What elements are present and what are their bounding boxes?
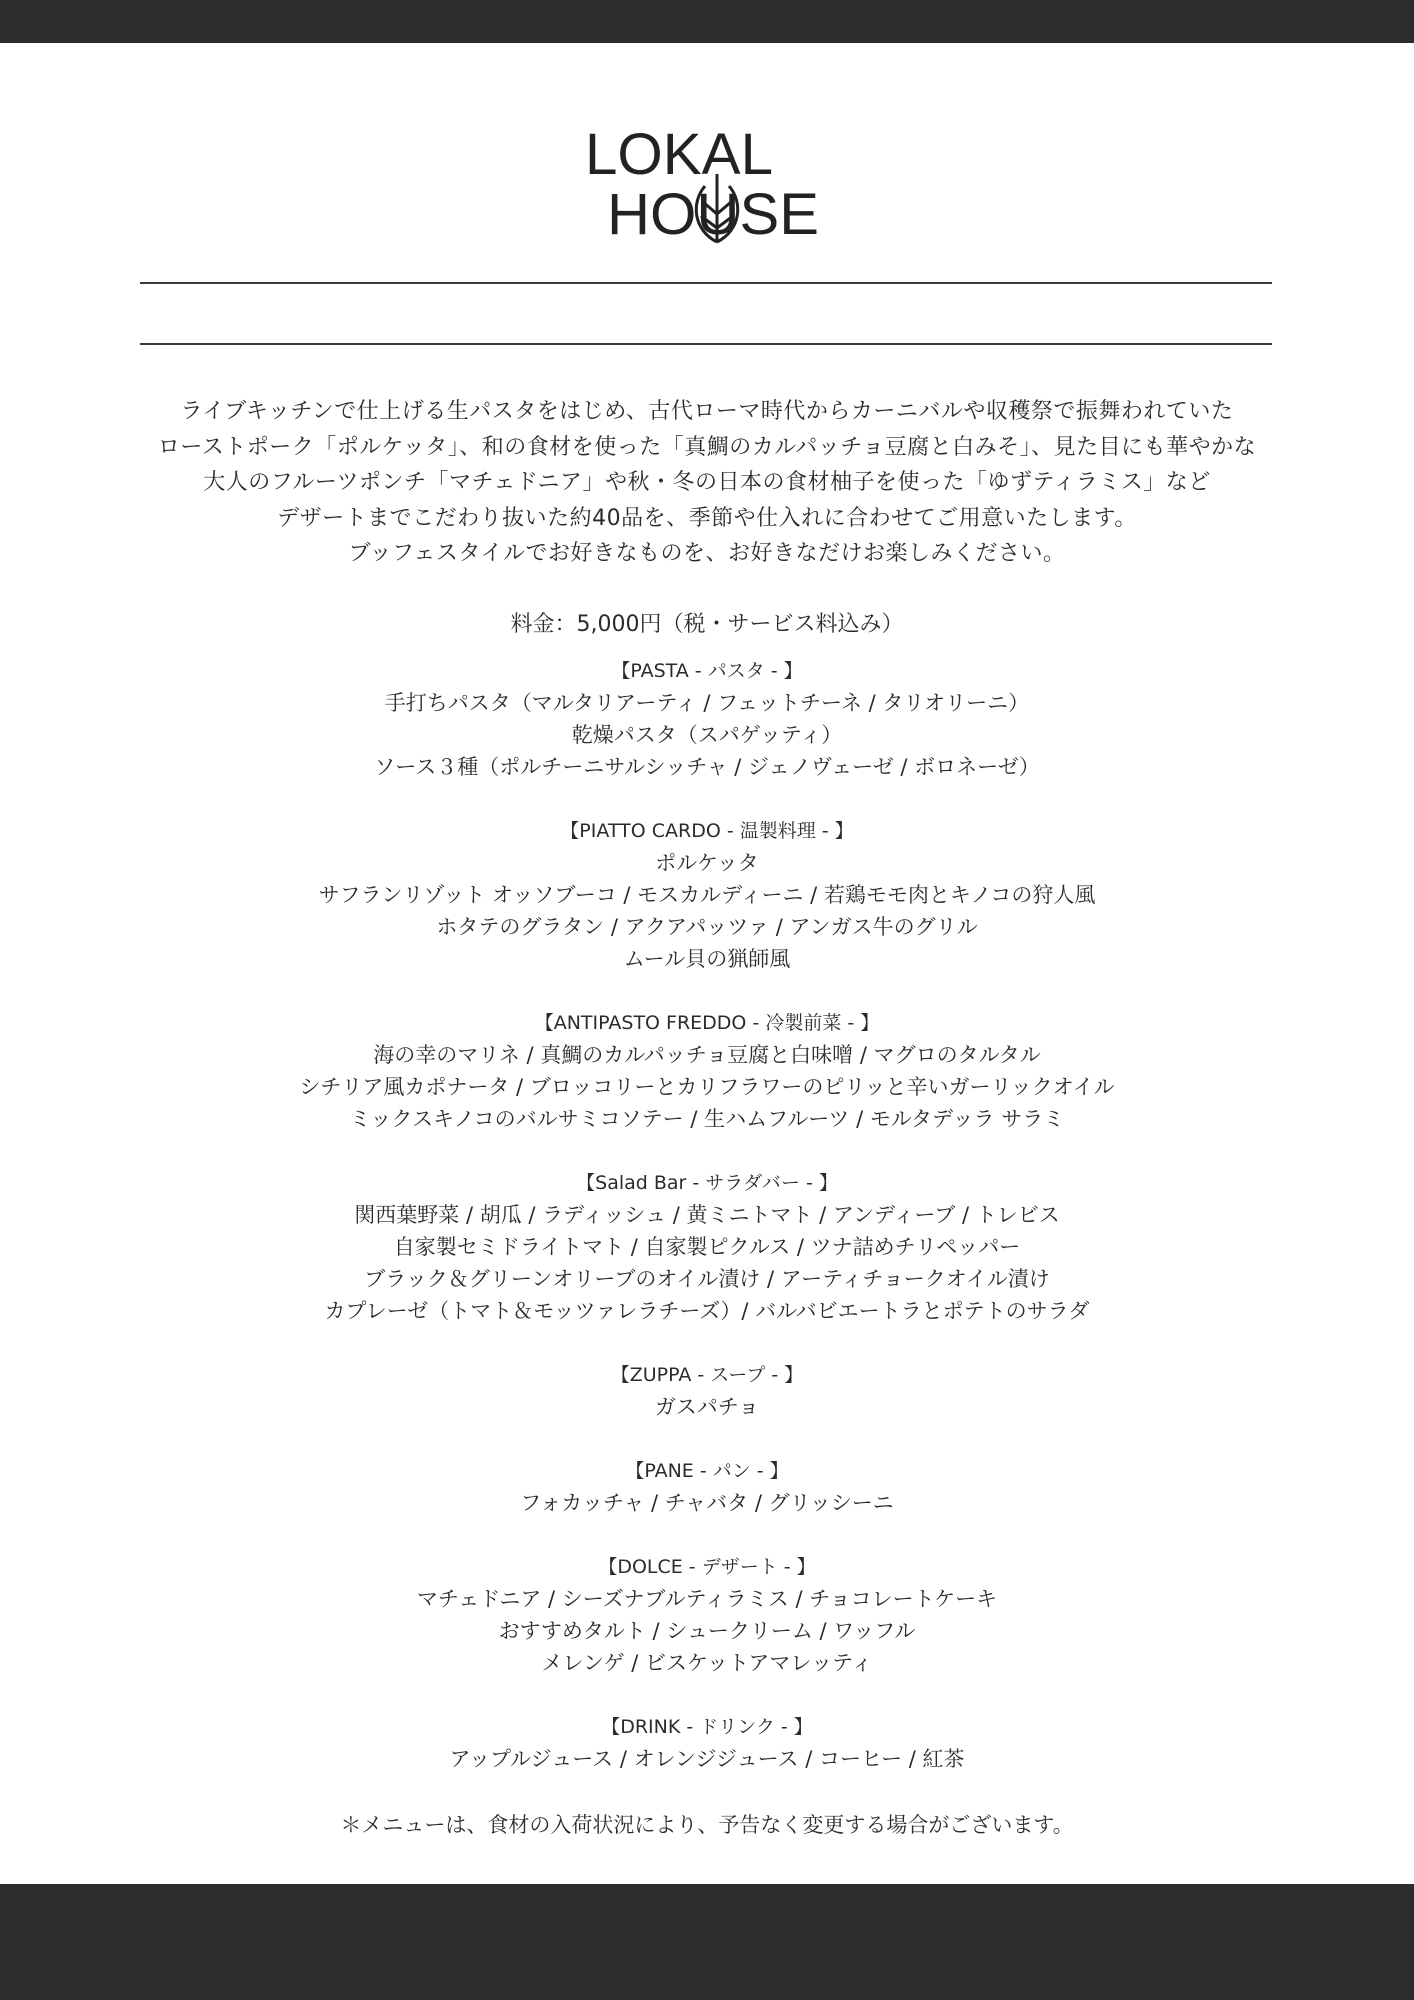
menu-item-line: シチリア風カポナータ / ブロッコリーとカリフラワーのピリッと辛いガーリックオイル	[299, 1075, 1115, 1099]
menu-item-line: 乾燥パスタ（スパゲッティ）	[571, 723, 843, 747]
menu-section-antipasto	[40, 1007, 1374, 1135]
section-title: 【Salad Bar - サラダバー - 】	[576, 1172, 838, 1194]
section-title: 【DOLCE - デザート - 】	[598, 1556, 816, 1578]
logo-line2: HOUSE	[607, 182, 819, 247]
price: 料金：5,000円（税・サービス料込み）	[510, 612, 904, 637]
menu-item-line: マチェドニア / シーズナブルティラミス / チョコレートケーキ	[416, 1587, 998, 1611]
menu-item-line: フォカッチャ / チャバタ / グリッシーニ	[520, 1491, 894, 1515]
menu-section-dolce	[40, 1551, 1374, 1679]
intro-line: ブッフェスタイルでお好きなものを、お好きなだけお楽しみください。	[348, 541, 1066, 566]
menu-item-line: ソース３種（ポルチーニサルシッチャ / ジェノヴェーゼ / ボロネーゼ）	[374, 755, 1040, 779]
section-title: 【PASTA - パスタ - 】	[611, 660, 803, 682]
menu-section-piatto-cardo	[40, 815, 1374, 975]
menu-item-line: ガスパチョ	[654, 1395, 760, 1419]
top-bar	[0, 0, 1414, 43]
intro-line: ライブキッチンで仕上げる生パスタをはじめ、古代ローマ時代からカーニバルや収穫祭で振舞われていた	[180, 399, 1234, 424]
menu-section-pasta	[40, 655, 1374, 783]
intro-line: 大人のフルーツポンチ「マチェドニア」や秋・冬の日本の食材柚子を使った「ゆずティラミス」など	[203, 470, 1211, 495]
menu-item-line: 関西葉野菜 / 胡瓜 / ラディッシュ / 黄ミニトマト / アンディーブ / トレビス	[354, 1203, 1060, 1227]
menu-item-line: ミックスキノコのバルサミコソテー / 生ハムフルーツ / モルタデッラ サラミ	[349, 1107, 1065, 1131]
lokal-house-logo	[585, 122, 825, 250]
divider-top	[140, 282, 1272, 284]
section-title: 【ZUPPA - スープ - 】	[610, 1364, 804, 1386]
menu-item-line: ムール貝の猟師風	[623, 947, 791, 971]
menu-section-drink	[40, 1711, 1374, 1775]
menu-section-zuppa	[40, 1359, 1374, 1423]
menu-item-line: ポルケッタ	[655, 851, 759, 875]
logo-line1: LOKAL	[585, 122, 773, 187]
menu-item-line: ホタテのグラタン / アクアパッツァ / アンガス牛のグリル	[436, 915, 978, 939]
divider-bottom	[140, 343, 1272, 345]
menu-item-line: 手打ちパスタ（マルタリアーティ / フェットチーネ / タリオリーニ）	[384, 691, 1030, 715]
intro-text	[40, 394, 1374, 572]
section-title: 【ANTIPASTO FREDDO - 冷製前菜 - 】	[534, 1012, 880, 1034]
menu-item-line: 海の幸のマリネ / 真鯛のカルパッチョ豆腐と白味噌 / マグロのタルタル	[373, 1043, 1041, 1067]
menu-item-line: カプレーゼ（トマト＆モッツァレラチーズ）/ バルバビエートラとポテトのサラダ	[324, 1299, 1090, 1323]
menu-section-pane	[40, 1455, 1374, 1519]
menu-item-line: メレンゲ / ビスケットアマレッティ	[541, 1651, 873, 1675]
menu-section-salad-bar	[40, 1167, 1374, 1327]
menu-item-line: おすすめタルト / シュークリーム / ワッフル	[498, 1619, 916, 1643]
menu-change-note: ＊メニューは、食材の入荷状況により、予告なく変更する場合がございます。	[340, 1813, 1074, 1837]
intro-line: ローストポーク「ポルケッタ」、和の食材を使った「真鯛のカルパッチョ豆腐と白みそ」、見た目にも華やかな	[157, 434, 1257, 460]
menu-item-line: 自家製セミドライトマト / 自家製ピクルス / ツナ詰めチリペッパー	[393, 1235, 1021, 1259]
menu-list	[40, 655, 1374, 1807]
section-title: 【PANE - パン - 】	[625, 1460, 789, 1482]
menu-item-line: アップルジュース / オレンジジュース / コーヒー / 紅茶	[449, 1747, 965, 1771]
logo-mark	[585, 122, 825, 250]
bottom-bar	[0, 1884, 1414, 2000]
menu-item-line: ブラック＆グリーンオリーブのオイル漬け / アーティチョークオイル漬け	[364, 1267, 1050, 1291]
intro-line: デザートまでこだわり抜いた約40品を、季節や仕入れに合わせてご用意いたします。	[277, 505, 1137, 531]
menu-item-line: サフランリゾット オッソブーコ / モスカルディーニ / 若鶏モモ肉とキノコの狩人風	[318, 883, 1096, 907]
section-title: 【DRINK - ドリンク - 】	[601, 1716, 813, 1738]
section-title: 【PIATTO CARDO - 温製料理 - 】	[560, 820, 854, 842]
